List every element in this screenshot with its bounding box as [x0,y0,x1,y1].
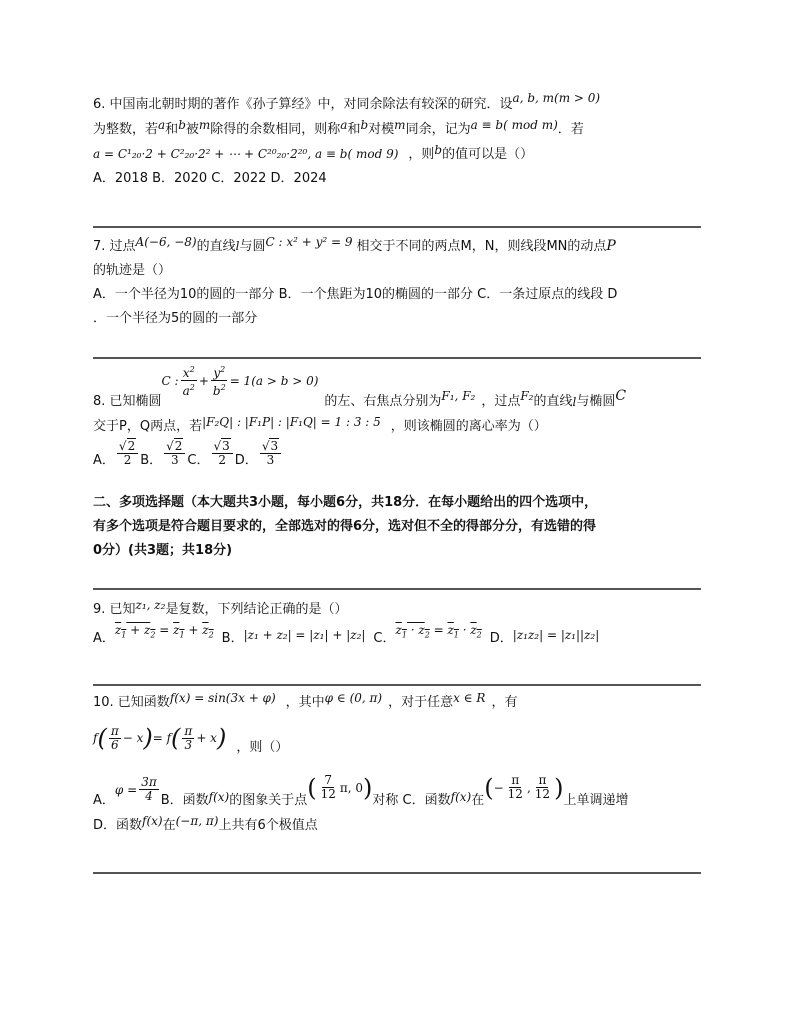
q6-text: 为整数，若 [93,122,159,137]
divider [93,357,701,359]
divider [93,684,701,686]
q6-math: b [360,118,369,132]
q6-text: 和 [347,122,361,137]
q8-option-b-label: B． [140,453,163,468]
q10-text: 10. 已知函数 [93,695,170,710]
q10-option-c-interval: ( − $\frac{\pi}{12}$ , $\frac{\pi}{12}$ ) [484,773,564,802]
q6-line-2 [93,117,703,142]
q10-line-1 [93,690,703,715]
q8-math: |F₂Q| : |F₁P| : |F₁Q| = 1 : 3 : 5 [202,415,381,429]
q10-text: ，有 [491,695,518,710]
q8-math: l [572,395,577,409]
q8-text: ，过点 [481,394,521,409]
q6-math: a ≡ b( mod m) [470,118,558,132]
q6-options [93,167,703,191]
q10-text: 上共有6个极值点 [218,818,318,833]
q8-text: 交于P，Q两点，若 [93,419,203,434]
q6-text: 的值可以是（） [442,147,534,162]
q10-math: f(x) = sin(3x + φ) [169,691,276,705]
divider [93,226,701,228]
q7-text: 的轨迹是（） [93,263,172,278]
q10-math: f(x) [450,790,472,804]
q10-text: 在 [471,793,485,808]
fraction-y2-b2: $\frac{y^2}{b^2}$ [212,365,226,398]
q6-options-text: A．2018 B．2020 C．2022 D．2024 [93,171,327,186]
q7-text: 7. 过点 [93,239,136,254]
question-7 [93,234,703,331]
q8-option-c-label: C． [187,453,210,468]
q10-equation: f ( $\frac{\pi}{6}$ − x ) = f ( $\frac{\pi}{3}$ + x ) [93,723,227,752]
q8-option-a-label: A． [93,453,115,468]
q10-text: 上单调递增 [563,793,629,808]
q6-math: a, b, m(m > 0) [512,91,601,105]
q8-math: C : [161,373,179,388]
q7-text: 与圆 [239,239,266,254]
q8-text: ，则该椭圆的离心率为（） [390,419,547,434]
q8-text: 的直线 [533,394,573,409]
option-a-fraction: $\frac{√2}{2}$ [117,440,138,467]
q9-option-b-math: |z₁ + z₂| = |z₁| + |z₂| [243,628,366,643]
q7-line-4 [93,307,703,331]
q6-math: m [394,118,406,132]
q9-option-d-label: D． [489,631,513,647]
option-b-fraction: $\frac{√2}{3}$ [164,440,185,467]
q6-text: 6. 中国南北朝时期的著作《孙子算经》中，对同余除法有较深的研究．设 [93,97,513,112]
q8-math: = 1(a > b > 0) [229,373,319,388]
q6-line-1 [93,92,703,117]
q8-text: 8. 已知椭圆 [93,394,162,409]
q6-text: 和 [165,122,179,137]
q9-option-c-math: $z_1 \cdot z_2 = z_1 \cdot z_2$ [395,623,482,640]
q9-option-d-math: |z₁z₂| = |z₁||z₂| [512,628,600,643]
q10-line-2 [93,715,703,761]
q10-math: x ∈ R [453,691,486,705]
q10-text: ，则（） [236,740,289,755]
q10-option-b-point: ( $\frac{7}{12}$ π, 0 ) [307,773,373,802]
option-c-fraction: $\frac{√3}{2}$ [212,440,233,467]
q10-text: 的图象关于点 [229,793,308,808]
q6-math: m [198,118,211,132]
q9-options [93,622,703,651]
q10-options-1 [93,761,703,813]
q9-option-c-label: C． [373,631,396,647]
q9-text: 是复数，下列结论正确的是（） [165,602,348,617]
q10-math: f(x) [142,814,163,828]
q9-option-a-label: A． [93,631,115,647]
question-8 [93,365,703,473]
q10-math: φ ∈ (0, π) [324,691,383,705]
q10-math: (−π, π) [175,814,219,828]
q7-line-2 [93,259,703,283]
q6-text: ，则 [408,147,435,162]
divider [93,872,701,874]
q7-math: l [235,239,240,253]
q8-math: F₂ [520,389,534,403]
q10-text: 对称 C．函数 [372,793,451,808]
question-10 [93,690,703,838]
q9-math: z₁, z₂ [135,598,166,612]
q10-text: ，对于任意 [388,695,454,710]
q6-math: a = C¹₂₀·2 + C²₂₀·2² + ⋯ + C²⁰₂₀·2²⁰, a ≡ b( mod 9) [93,147,399,161]
section-2-line-3: 0分）(共3题；共18分) [93,543,233,558]
q8-option-d-label: D． [234,453,258,468]
q10-option-d-label: D．函数 [93,818,143,833]
q8-text: 的左、右焦点分别为 [324,394,442,409]
q6-text: 除得的余数相同，则称 [210,122,341,137]
q7-line-1 [93,234,703,259]
option-d-fraction: $\frac{√3}{3}$ [260,440,281,467]
q6-math: b [178,118,186,132]
question-9 [93,597,703,651]
q7-math: A(−6, −8) [135,235,197,249]
q10-option-a-label: A． [93,793,115,808]
q8-line-1 [93,365,703,414]
q8-options [93,439,703,473]
q7-text: 相交于不同的两点M，N，则线段MN的动点 [356,239,607,254]
q10-text: ，其中 [285,695,325,710]
q6-text: 被 [185,122,199,137]
q9-option-a-math: $z_1 + z_2 = z_1 + z_2$ [114,623,214,640]
q6-text: 对模 [368,122,395,137]
q6-math: a [340,118,348,132]
q7-math: C : x² + y² = 9 [265,235,353,249]
fraction-x2-a2: $\frac{x^2}{a^2}$ [182,365,195,398]
q10-option-a-math: φ = $\frac{3\pi}{4}$ [114,775,157,803]
q8-math: F₁, F₂ [441,389,476,403]
q6-math: a [158,118,166,132]
q8-math: C [615,388,627,404]
q9-text: 9. 已知 [93,602,136,617]
q10-options-2 [93,813,703,838]
section-2-line-1: 二、多项选择题（本大题共3小题，每小题6分，共18分．在每小题给出的四个选项中， [93,495,598,510]
q7-line-3 [93,283,703,307]
question-6 [93,92,703,191]
q6-text: ．若 [557,122,584,137]
q10-math: f(x) [208,790,230,804]
q6-math: b [434,143,443,157]
q6-line-3 [93,142,703,167]
q6-text: 同余，记为 [405,122,471,137]
q7-options-text: ．一个半径为5的圆的一部分 [93,311,258,326]
q7-math: P [606,238,616,254]
section-2-line-2: 有多个选项是符合题目要求的，全部选对的得6分，选对但不全的得部分分，有选错的得 [93,519,597,534]
q7-options-text: A．一个半径为10的圆的一部分 B．一个焦距为10的椭圆的一部分 C．一条过原点的线段 D [93,287,618,302]
q10-text: 在 [162,818,176,833]
divider [93,588,701,590]
q8-line-2 [93,414,703,439]
q7-text: 的直线 [196,239,236,254]
q8-text: 与椭圆 [576,394,616,409]
q10-option-b-label: B．函数 [160,793,209,808]
q9-option-b-label: B． [221,631,244,647]
ellipse-equation: C : $\frac{x^2}{a^2}$ + $\frac{y^2}{b^2}$ = 1(a > b > 0) [161,365,319,398]
section-2-heading [93,491,703,563]
